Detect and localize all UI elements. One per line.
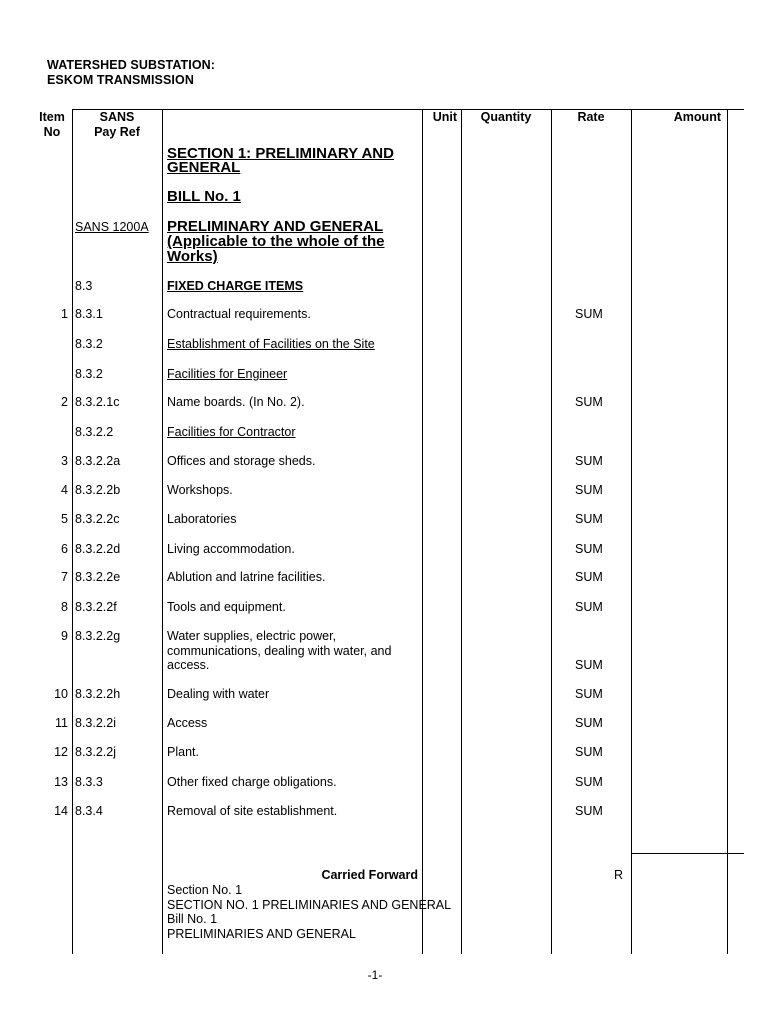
column-header-sans-line2: Pay Ref (94, 125, 140, 139)
row-description-line2: communications, dealing with water, and (167, 643, 392, 658)
currency-symbol: R (614, 868, 624, 882)
row-pay-reference: 8.3.2 (75, 337, 103, 351)
row-description: Contractual requirements. (167, 307, 311, 321)
row-description-line1: Water supplies, electric power, (167, 629, 337, 643)
row-unit: SUM (575, 804, 603, 818)
row-unit: SUM (575, 395, 603, 409)
column-divider-amount (727, 110, 728, 954)
row-description: Dealing with water (167, 687, 270, 701)
document-title-line1: WATERSHED SUBSTATION: (47, 58, 216, 72)
row-description: Offices and storage sheds. (167, 454, 316, 468)
row-pay-reference: 8.3.2.2c (75, 512, 120, 526)
row-unit: SUM (575, 658, 603, 672)
row-pay-reference: 8.3.4 (75, 804, 103, 818)
row-unit: SUM (575, 307, 603, 321)
row-subheading: Facilities for Engineer (167, 367, 288, 381)
row-item-number: 5 (61, 512, 68, 526)
row-item-number: 9 (61, 629, 68, 643)
section-title-line2: GENERAL (167, 159, 241, 176)
row-pay-reference: 8.3.2.2a (75, 454, 121, 468)
row-pay-reference: 8.3.2 (75, 367, 103, 381)
row-pay-reference: 8.3.2.2b (75, 483, 121, 497)
row-pay-reference: 8.3.2.2 (75, 425, 114, 439)
document-title-line2: ESKOM TRANSMISSION (47, 73, 194, 87)
row-item-number: 13 (54, 775, 68, 789)
column-divider-description (422, 110, 423, 954)
footer-section-number: Section No. 1 (167, 883, 243, 897)
row-item-number: 6 (61, 542, 68, 556)
bill-heading-line3: Works) (167, 248, 218, 265)
column-header-quantity: Quantity (480, 110, 532, 124)
row-description: Laboratories (167, 512, 237, 526)
carried-forward-rule (631, 853, 744, 854)
row-unit: SUM (575, 745, 603, 759)
row-subheading: Establishment of Facilities on the Site (167, 337, 375, 351)
subsection-reference: 8.3 (75, 279, 93, 293)
row-item-number: 11 (55, 716, 68, 730)
bill-heading-line1: PRELIMINARY AND GENERAL (167, 218, 384, 235)
carried-forward-label: Carried Forward (321, 868, 418, 882)
column-divider-quantity (551, 110, 552, 954)
row-unit: SUM (575, 716, 603, 730)
row-item-number: 2 (61, 395, 68, 409)
row-unit: SUM (575, 512, 603, 526)
column-header-sans (74, 110, 160, 140)
row-item-number: 3 (61, 454, 68, 468)
column-divider-rate (631, 110, 632, 954)
row-pay-reference: 8.3.2.2h (75, 687, 121, 701)
row-description: Plant. (167, 745, 199, 759)
row-pay-reference: 8.3.2.2g (75, 629, 121, 643)
row-description: Name boards. (In No. 2). (167, 395, 305, 409)
column-header-rate: Rate (577, 110, 605, 124)
row-unit: SUM (575, 454, 603, 468)
row-description: Ablution and latrine facilities. (167, 570, 326, 584)
column-header-amount: Amount (673, 110, 721, 124)
row-unit: SUM (575, 542, 603, 556)
row-pay-reference: 8.3.2.2j (75, 745, 117, 759)
row-pay-reference: 8.3.3 (75, 775, 103, 789)
row-unit: SUM (575, 600, 603, 614)
column-divider-sans (162, 110, 163, 954)
row-pay-reference: 8.3.2.2i (75, 716, 117, 730)
row-pay-reference: 8.3.1 (75, 307, 103, 321)
footer-section-title: SECTION NO. 1 PRELIMINARIES AND GENERAL (167, 897, 452, 912)
subsection-title: FIXED CHARGE ITEMS (167, 279, 304, 293)
row-unit: SUM (575, 483, 603, 497)
row-pay-reference: 8.3.2.2e (75, 570, 121, 584)
column-header-item-line1: Item (39, 110, 65, 124)
row-description: Workshops. (167, 483, 233, 497)
column-divider-item (72, 110, 73, 954)
column-header-sans-line1: SANS (99, 110, 135, 124)
sans-reference: SANS 1200A (75, 220, 149, 234)
row-description: Access (167, 716, 208, 730)
row-subheading: Facilities for Contractor (167, 425, 296, 439)
row-item-number: 10 (54, 687, 68, 701)
row-pay-reference: 8.3.2.2f (75, 600, 117, 614)
row-pay-reference: 8.3.2.2d (75, 542, 121, 556)
row-description-line3: access. (167, 658, 210, 672)
bill-number: BILL No. 1 (167, 188, 241, 205)
row-description: Other fixed charge obligations. (167, 775, 337, 789)
footer-bill-title: PRELIMINARIES AND GENERAL (167, 926, 356, 941)
row-unit: SUM (575, 570, 603, 584)
row-unit: SUM (575, 687, 603, 701)
row-item-number: 8 (61, 600, 68, 614)
row-item-number: 4 (61, 483, 68, 497)
row-item-number: 1 (61, 307, 68, 321)
column-header-item-line2: No (43, 125, 61, 139)
row-pay-reference: 8.3.2.1c (75, 395, 120, 409)
bill-heading-line2: (Applicable to the whole of the (167, 233, 385, 250)
section-title-line1: SECTION 1: PRELIMINARY AND (167, 145, 394, 162)
row-item-number: 7 (61, 570, 68, 584)
row-item-number: 14 (54, 804, 68, 818)
row-description: Tools and equipment. (167, 600, 286, 614)
column-divider-unit (461, 110, 462, 954)
row-item-number: 12 (54, 745, 68, 759)
column-header-unit: Unit (432, 110, 457, 124)
row-description: Living accommodation. (167, 542, 295, 556)
page-number: -1- (367, 968, 383, 982)
row-description: Removal of site establishment. (167, 804, 338, 818)
row-unit: SUM (575, 775, 603, 789)
footer-bill-number: Bill No. 1 (167, 912, 218, 926)
